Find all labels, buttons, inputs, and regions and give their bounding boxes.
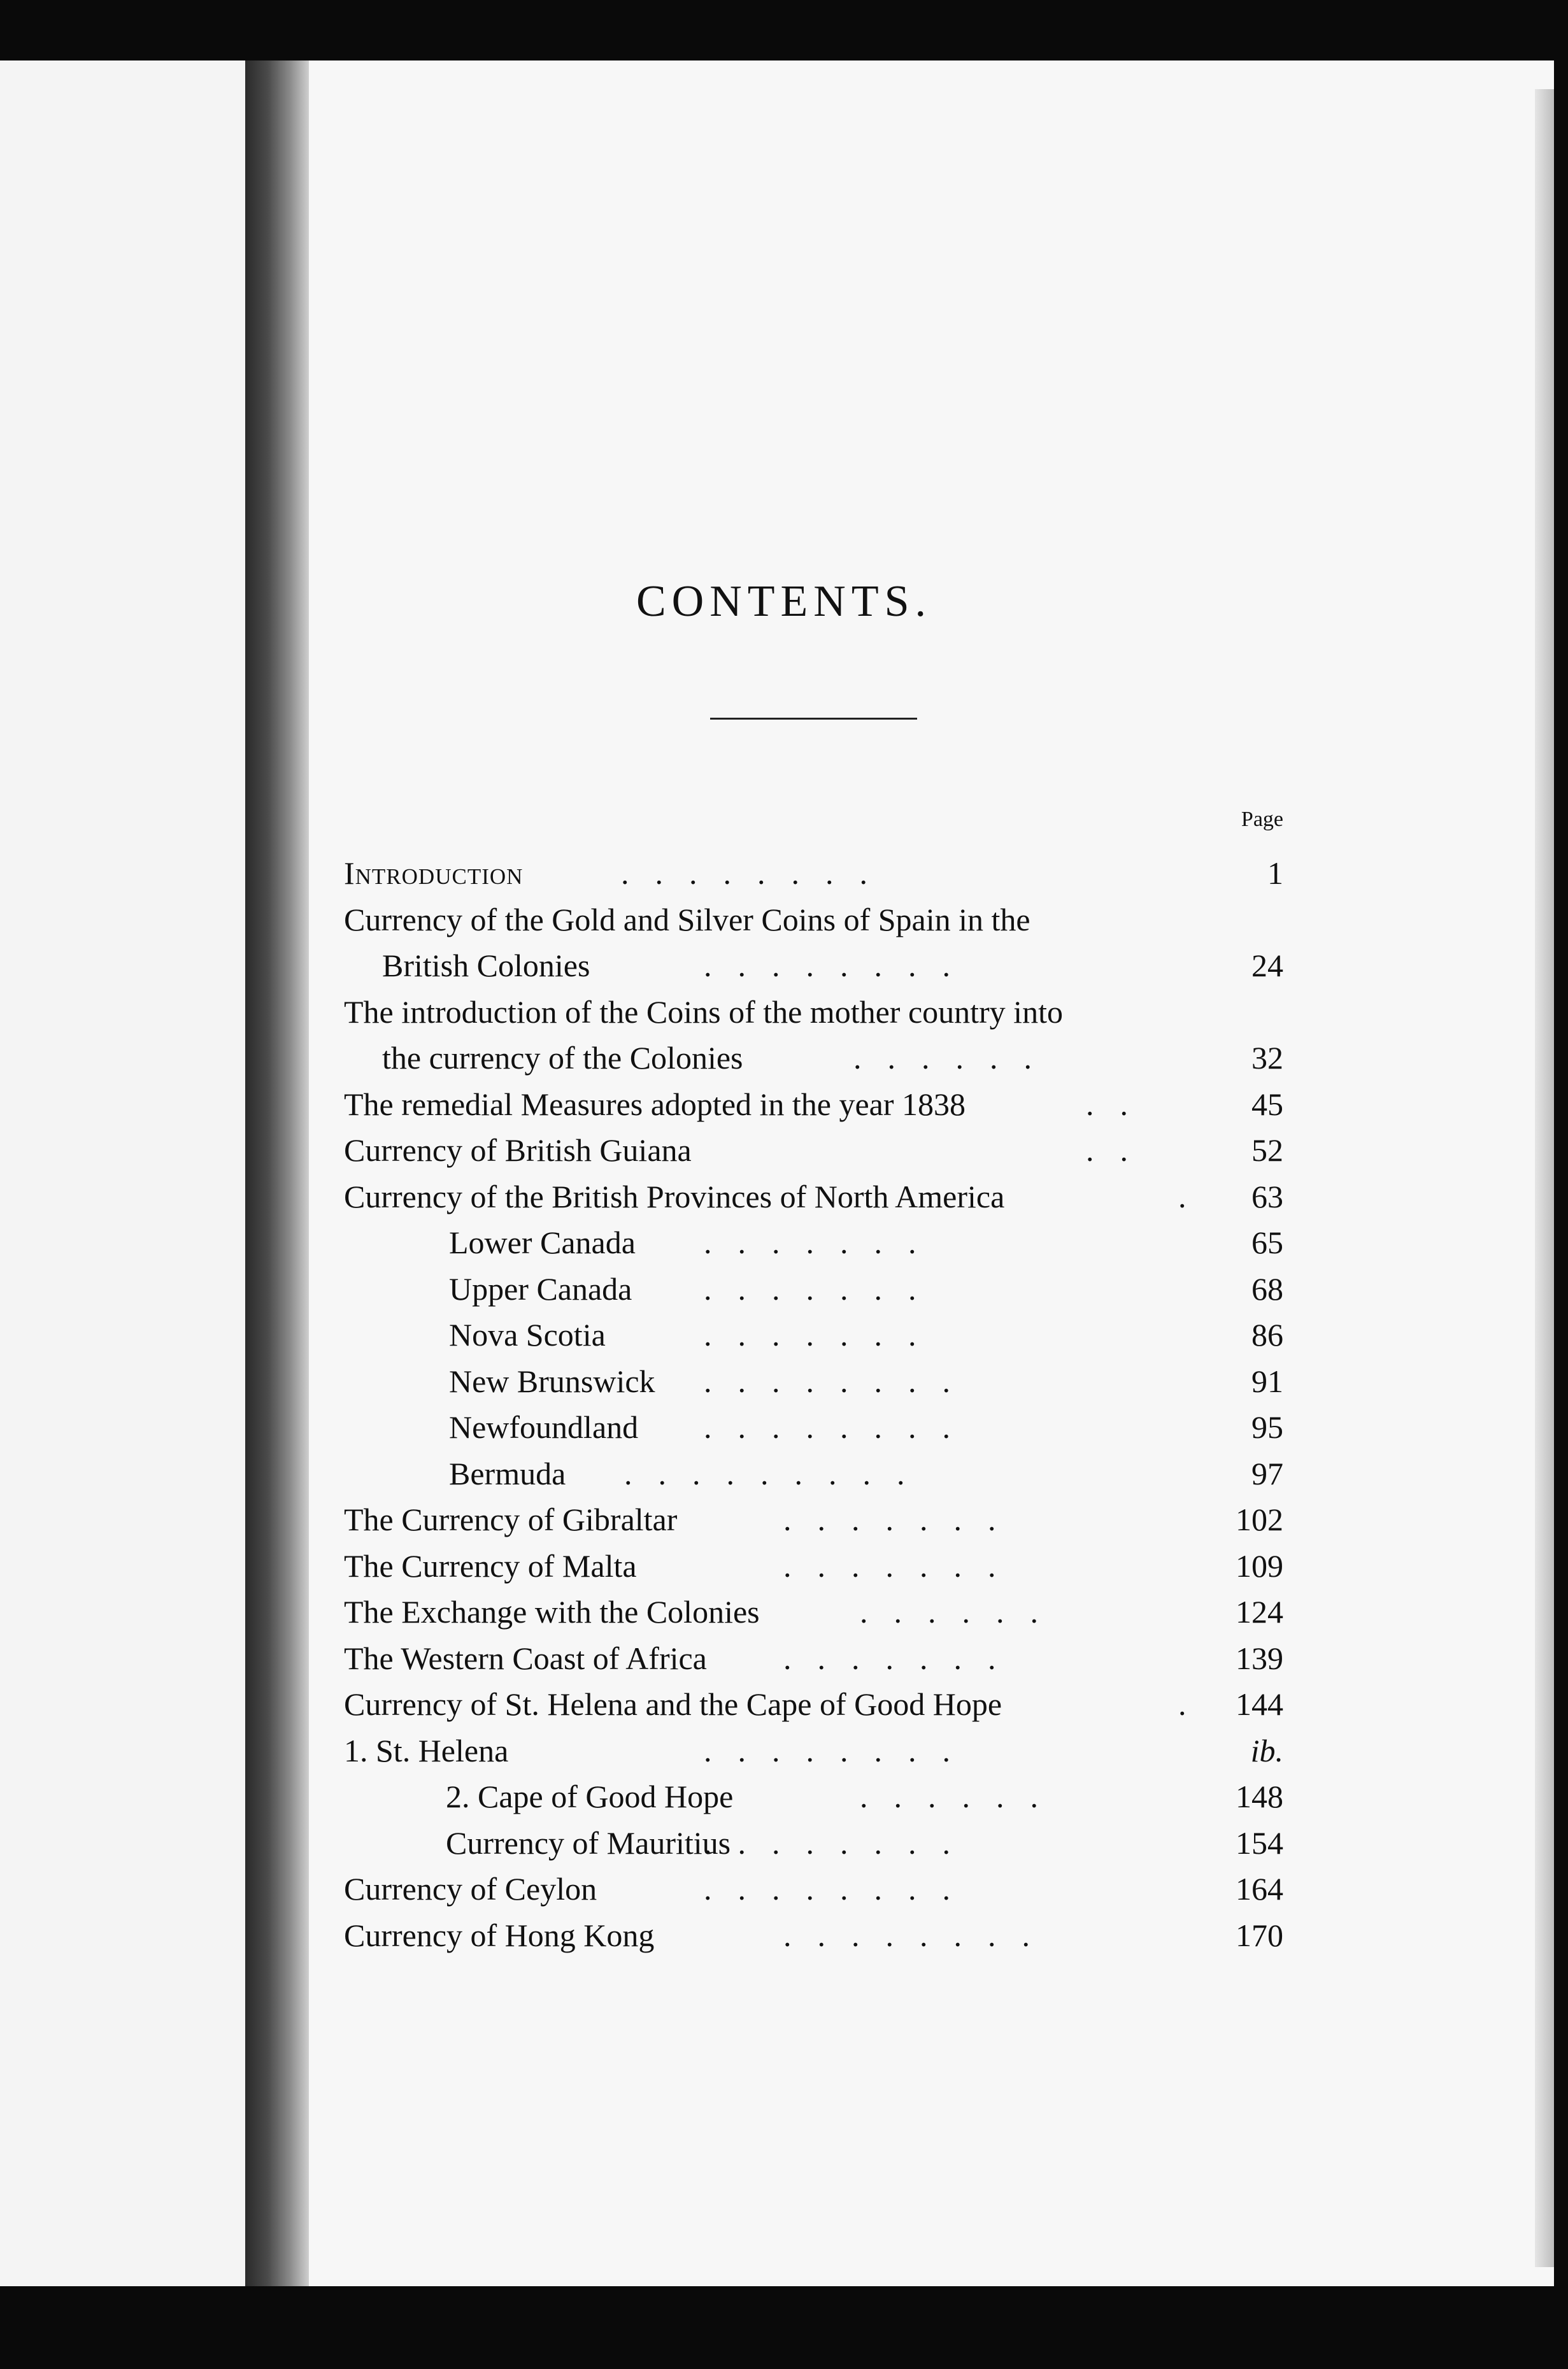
dot-leader: ...... xyxy=(860,1594,1064,1630)
toc-page-number: 32 xyxy=(1251,1040,1283,1076)
toc-entry xyxy=(0,1174,1568,1220)
toc-entry xyxy=(0,943,1568,988)
toc-entry xyxy=(0,1127,1568,1173)
dot-leader: ........ xyxy=(621,855,894,891)
toc-entry xyxy=(0,1404,1568,1450)
toc-page-number: 109 xyxy=(1236,1548,1283,1584)
toc-page-number: 45 xyxy=(1251,1086,1283,1122)
toc-entry-title: Currency of St. Helena and the Cape of Good Hope xyxy=(344,1686,1002,1722)
toc-entry-title: Currency of the British Provinces of North America xyxy=(344,1179,1005,1214)
toc-page-number: 102 xyxy=(1236,1502,1283,1537)
toc-entry xyxy=(0,1912,1568,1958)
toc-entry-title: The remedial Measures adopted in the year 1838 xyxy=(344,1086,966,1122)
toc-page-number: 1 xyxy=(1267,855,1283,891)
toc-entry-title: New Brunswick xyxy=(449,1363,655,1399)
toc-entry xyxy=(0,1774,1568,1819)
toc-entry-title: Newfoundland xyxy=(449,1409,639,1445)
toc-entry-title: 2. Cape of Good Hope xyxy=(446,1779,734,1814)
title-rule xyxy=(710,718,917,720)
toc-page-number: 124 xyxy=(1236,1594,1283,1630)
page-title: CONTENTS. xyxy=(636,577,932,626)
toc-entry xyxy=(0,1266,1568,1312)
toc-page-number: 148 xyxy=(1236,1779,1283,1814)
toc-page-number: 97 xyxy=(1251,1456,1283,1491)
dot-leader: ...... xyxy=(853,1040,1058,1076)
toc-entry xyxy=(0,1635,1568,1681)
dot-leader: ........ xyxy=(704,1409,976,1445)
toc-entry xyxy=(0,989,1568,1035)
toc-entry-title: The Western Coast of Africa xyxy=(344,1640,707,1676)
toc-entry-title: Bermuda xyxy=(449,1456,566,1491)
toc-page-number: 154 xyxy=(1236,1825,1283,1861)
toc-page-number: 86 xyxy=(1251,1317,1283,1353)
toc-entry xyxy=(0,1081,1568,1127)
toc-entry-title: 1. St. Helena xyxy=(344,1733,509,1768)
dot-leader: ....... xyxy=(783,1548,1022,1584)
toc-entry xyxy=(0,1035,1568,1081)
toc-entry-title-continued: the currency of the Colonies xyxy=(382,1040,743,1076)
toc-entry-title: The introduction of the Coins of the mother country into xyxy=(344,994,1063,1030)
page-column-label: Page xyxy=(1241,807,1283,831)
toc-entry-title: Introduction xyxy=(344,855,524,891)
toc-page-number: 68 xyxy=(1251,1271,1283,1307)
dot-leader: ....... xyxy=(704,1225,943,1260)
dot-leader: .. xyxy=(1086,1086,1154,1122)
toc-entry xyxy=(0,1497,1568,1542)
toc-entry xyxy=(0,1681,1568,1727)
toc-page-number: 170 xyxy=(1236,1917,1283,1953)
dot-leader: ......... xyxy=(624,1456,931,1491)
toc-entry-title: Currency of Hong Kong xyxy=(344,1917,655,1953)
dot-leader: ........ xyxy=(704,1871,976,1907)
toc-page-number: 95 xyxy=(1251,1409,1283,1445)
toc-page-number: ib. xyxy=(1250,1733,1283,1768)
toc-entry-title: Nova Scotia xyxy=(449,1317,606,1353)
toc-entry-title: Lower Canada xyxy=(449,1225,636,1260)
toc-entry-title: The Currency of Gibraltar xyxy=(344,1502,678,1537)
dot-leader: . xyxy=(1178,1179,1213,1214)
toc-entry xyxy=(0,1866,1568,1912)
toc-entry-title: Currency of Mauritius xyxy=(446,1825,731,1861)
toc-entry xyxy=(0,850,1568,896)
dot-leader: . xyxy=(1178,1686,1213,1722)
dot-leader: ...... xyxy=(860,1779,1064,1814)
toc-entry-title: Currency of British Guiana xyxy=(344,1132,692,1168)
toc-entry-title: The Currency of Malta xyxy=(344,1548,637,1584)
toc-page-number: 52 xyxy=(1251,1132,1283,1168)
dot-leader: ....... xyxy=(704,1271,943,1307)
dot-leader: ........ xyxy=(783,1917,1056,1953)
toc-entry xyxy=(0,1543,1568,1589)
toc-entry xyxy=(0,1358,1568,1404)
toc-entry-title: Currency of Ceylon xyxy=(344,1871,597,1907)
toc-entry xyxy=(0,1820,1568,1866)
toc-page-number: 91 xyxy=(1251,1363,1283,1399)
dot-leader: .. xyxy=(1086,1132,1154,1168)
dot-leader: ........ xyxy=(704,1363,976,1399)
toc-entry xyxy=(0,1728,1568,1774)
toc-entry-title-continued: British Colonies xyxy=(382,948,590,983)
toc-entry-title: The Exchange with the Colonies xyxy=(344,1594,760,1630)
toc-entry xyxy=(0,1451,1568,1497)
toc-page-number: 63 xyxy=(1251,1179,1283,1214)
toc-entry xyxy=(0,1220,1568,1265)
toc-page-number: 164 xyxy=(1236,1871,1283,1907)
toc-entry xyxy=(0,897,1568,943)
dot-leader: ....... xyxy=(704,1317,943,1353)
dot-leader: ........ xyxy=(704,1733,976,1768)
dot-leader: ....... xyxy=(783,1640,1022,1676)
dot-leader: ........ xyxy=(704,948,976,983)
toc-page-number: 144 xyxy=(1236,1686,1283,1722)
toc-entry-title: Upper Canada xyxy=(449,1271,632,1307)
dot-leader: ....... xyxy=(783,1502,1022,1537)
toc-page-number: 65 xyxy=(1251,1225,1283,1260)
toc-entry-title: Currency of the Gold and Silver Coins of Spain in the xyxy=(344,902,1030,937)
toc-entry xyxy=(0,1312,1568,1358)
dot-leader: ........ xyxy=(704,1825,976,1861)
toc-page-number: 24 xyxy=(1251,948,1283,983)
toc-entry xyxy=(0,1589,1568,1635)
toc-page-number: 139 xyxy=(1236,1640,1283,1676)
